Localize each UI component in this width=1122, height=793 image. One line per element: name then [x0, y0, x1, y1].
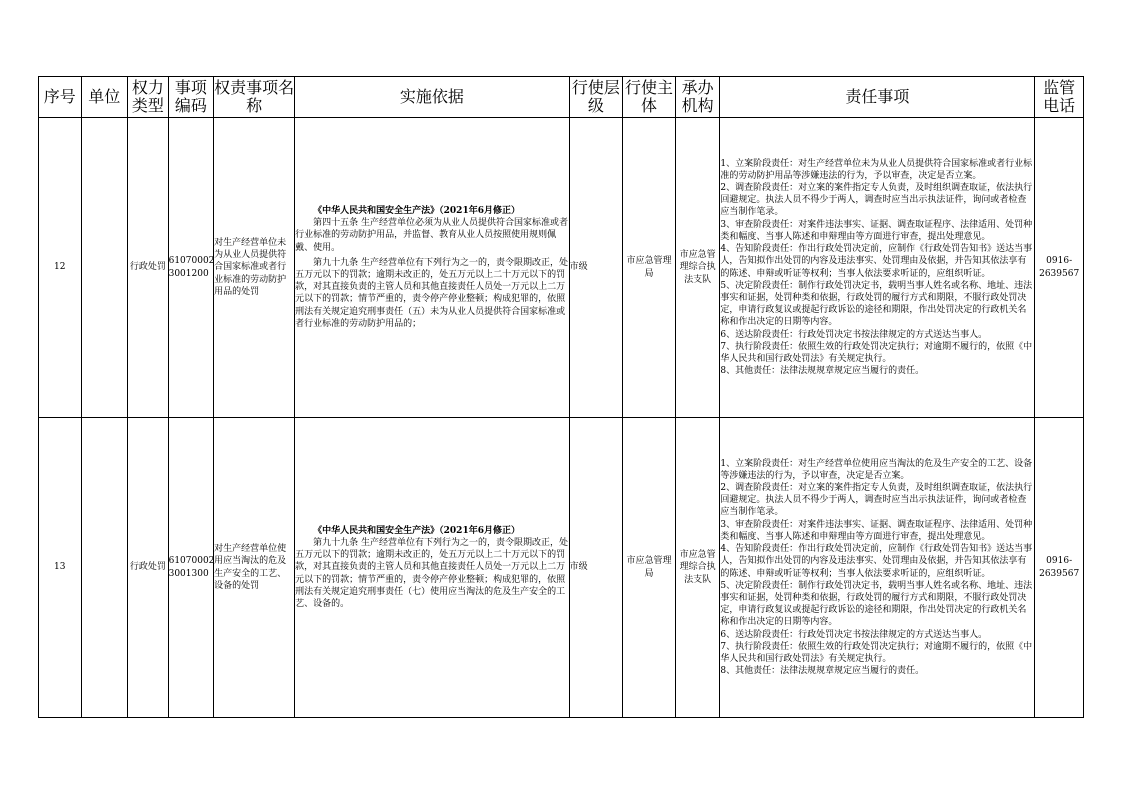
- cell-power-type: 行政处罚: [128, 118, 169, 418]
- duty-item: 1、立案阶段责任：对生产经营单位使用应当淘汰的危及生产安全的工艺、设备等涉嫌违法的行为，予以审查，决定是否立案。: [720, 458, 1033, 481]
- cell-unit: [81, 418, 128, 718]
- cell-power-type: 行政处罚: [128, 418, 169, 718]
- col-header-item-name: 权责事项名称: [214, 77, 295, 118]
- duty-item: 2、调查阶段责任：对立案的案件指定专人负责，及时组织调查取证，依法执行回避规定。执法人员不得少于两人，调查时应当出示执法证件，询问或者检查应当制作笔录。: [720, 483, 1033, 518]
- cell-unit: [81, 118, 128, 418]
- duty-item: 4、告知阶段责任：作出行政处罚决定前，应制作《行政处罚告知书》送达当事人，告知拟作出处罚的内容及违法事实、处罚理由及依据，并告知其依法享有的陈述、申辩或听证等权利；当事人依法要求听证的，应组织听证。: [720, 244, 1033, 279]
- col-header-unit: 单位: [81, 77, 128, 118]
- duty-item: 1、立案阶段责任：对生产经营单位未为从业人员提供符合国家标准或者行业标准的劳动防护用品等涉嫌违法的行为，予以审查，决定是否立案。: [720, 158, 1033, 181]
- col-header-item-code: 事项编码: [168, 77, 214, 118]
- cell-level: 市级: [569, 118, 623, 418]
- col-header-duties: 责任事项: [720, 77, 1035, 118]
- basis-law-title: 《中华人民共和国安全生产法》（2021年6月修正）: [313, 205, 520, 216]
- power-list-table: [38, 76, 1084, 718]
- cell-subject: 市应急管理局: [623, 118, 676, 418]
- col-header-power-type: 权力类型: [128, 77, 169, 118]
- cell-item-name: 对生产经营单位使用应当淘汰的危及生产安全的工艺、设备的处罚: [214, 418, 295, 718]
- cell-phone: 0916-2639567: [1035, 118, 1084, 418]
- duty-item: 2、调查阶段责任：对立案的案件指定专人负责，及时组织调查取证，依法执行回避规定。执法人员不得少于两人，调查时应当出示执法证件，询问或者检查应当制作笔录。: [720, 183, 1033, 218]
- cell-phone: 0916-2639567: [1035, 418, 1084, 718]
- cell-basis: [295, 118, 569, 418]
- cell-level: 市级: [569, 418, 623, 718]
- cell-subject: 市应急管理局: [623, 418, 676, 718]
- col-header-phone: 监管电话: [1035, 77, 1084, 118]
- basis-article: 第四十五条 生产经营单位必须为从业人员提供符合国家标准或者行业标准的劳动防护用品，并监督、教育从业人员按照使用规则佩戴、使用。: [295, 218, 569, 253]
- cell-seq: 13: [39, 418, 82, 718]
- cell-item-name: 对生产经营单位未为从业人员提供符合国家标准或者行业标准的劳动防护用品的处罚: [214, 118, 295, 418]
- cell-duties: [720, 418, 1035, 718]
- duty-item: 8、其他责任：法律法规规章规定应当履行的责任。: [720, 666, 925, 677]
- cell-basis: [295, 418, 569, 718]
- cell-item-code: 61070002 3001300: [168, 418, 214, 718]
- cell-org: 市应急管理综合执法支队: [675, 418, 720, 718]
- table-row: [39, 118, 1084, 418]
- col-header-level: 行使层级: [569, 77, 623, 118]
- header-row: [39, 77, 1084, 118]
- duty-item: 6、送达阶段责任：行政处罚决定书按法律规定的方式送达当事人。: [720, 629, 988, 640]
- col-header-seq: 序号: [39, 77, 82, 118]
- duty-item: 7、执行阶段责任：依照生效的行政处罚决定执行；对逾期不履行的，依照《中华人民共和国行政处罚法》有关规定执行。: [720, 341, 1033, 364]
- table-row: [39, 418, 1084, 718]
- basis-article: 第九十九条 生产经营单位有下列行为之一的，责令限期改正，处五万元以下的罚款；逾期未改正的，处五万元以上二十万元以下的罚款，对其直接负责的主管人员和其他直接责任人员处一万元以上二万元以下的罚款；情节严重的，责令停产停业整顿；构成犯罪的，依照刑法有关规定追究刑事责任（五）未为从业人员提供符合国家标准或者行业标准的劳动防护用品的；: [295, 257, 569, 329]
- duty-item: 3、审查阶段责任：对案件违法事实、证据、调查取证程序、法律适用、处罚种类和幅度、当事人陈述和申辩理由等方面进行审查，提出处理意见。: [720, 219, 1033, 242]
- cell-duties: [720, 118, 1035, 418]
- basis-law-title: 《中华人民共和国安全生产法》（2021年6月修正）: [313, 525, 520, 536]
- duty-item: 8、其他责任：法律法规规章规定应当履行的责任。: [720, 366, 925, 377]
- duty-item: 3、审查阶段责任：对案件违法事实、证据、调查取证程序、法律适用、处罚种类和幅度、当事人陈述和申辩理由等方面进行审查，提出处理意见。: [720, 519, 1033, 542]
- duty-item: 6、送达阶段责任：行政处罚决定书按法律规定的方式送达当事人。: [720, 329, 988, 340]
- col-header-subject: 行使主体: [623, 77, 676, 118]
- cell-item-code: 61070002 3001200: [168, 118, 214, 418]
- col-header-basis: 实施依据: [295, 77, 569, 118]
- basis-article: 第九十九条 生产经营单位有下列行为之一的，责令限期改正，处五万元以下的罚款；逾期未改正的，处五万元以上二十万元以下的罚款，对其直接负责的主管人员和其他直接责任人员处一万元以上二万元以下的罚款；情节严重的，责令停产停业整顿；构成犯罪的，依照刑法有关规定追究刑事责任（七）使用应当淘汰的危及生产安全的工艺、设备的。: [295, 537, 569, 609]
- duty-item: 5、决定阶段责任：制作行政处罚决定书，载明当事人姓名或名称、地址、违法事实和证据，处罚种类和依据，行政处罚的履行方式和期限，不服行政处罚决定，申请行政复议或提起行政诉讼的途径和期限，作出处罚决定的行政机关名称和作出决定的日期等内容。: [720, 280, 1033, 328]
- cell-org: 市应急管理综合执法支队: [675, 118, 720, 418]
- duty-item: 5、决定阶段责任：制作行政处罚决定书，载明当事人姓名或名称、地址、违法事实和证据，处罚种类和依据，行政处罚的履行方式和期限，不服行政处罚决定，申请行政复议或提起行政诉讼的途径和期限，作出处罚决定的行政机关名称和作出决定的日期等内容。: [720, 580, 1033, 628]
- col-header-org: 承办机构: [675, 77, 720, 118]
- cell-seq: 12: [39, 118, 82, 418]
- duty-item: 4、告知阶段责任：作出行政处罚决定前，应制作《行政处罚告知书》送达当事人，告知拟作出处罚的内容及违法事实、处罚理由及依据，并告知其依法享有的陈述、申辩或听证等权利；当事人依法要求听证的，应组织听证。: [720, 544, 1033, 579]
- duty-item: 7、执行阶段责任：依照生效的行政处罚决定执行；对逾期不履行的，依照《中华人民共和国行政处罚法》有关规定执行。: [720, 641, 1033, 664]
